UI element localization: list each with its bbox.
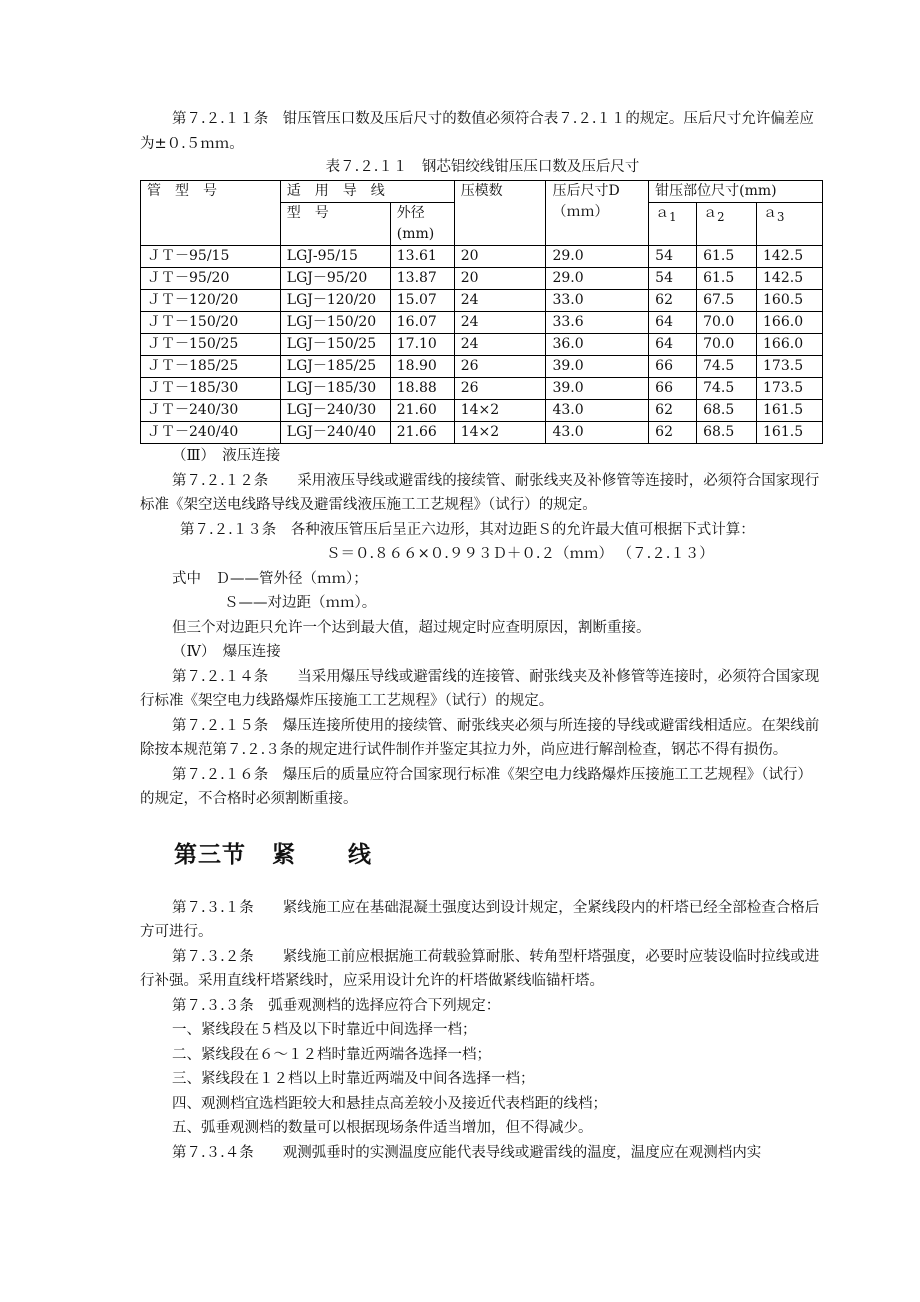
cell-size: 39.0 — [546, 356, 649, 378]
cell-dies: 26 — [454, 356, 546, 378]
cell-dies: 14×2 — [454, 422, 546, 444]
cell-a2: 68.5 — [697, 400, 757, 422]
cell-a2: 74.5 — [697, 356, 757, 378]
cell-conductor-dia: 17.10 — [390, 334, 454, 356]
heading-char-2: 线 — [348, 841, 372, 868]
cell-conductor-dia: 21.60 — [390, 400, 454, 422]
cell-size: 39.0 — [546, 378, 649, 400]
formula-where-s: Ｓ——对边距（ｍｍ）。 — [224, 595, 377, 611]
cell-conductor-dia: 18.90 — [390, 356, 454, 378]
cell-a1: 54 — [649, 268, 697, 290]
header-model: 管 型 号 — [141, 181, 281, 246]
table-row — [141, 400, 823, 422]
header-a3-sub: 3 — [777, 209, 785, 224]
cell-model: ＪＴ－240/40 — [141, 422, 281, 444]
cell-a2: 70.0 — [697, 334, 757, 356]
cell-dies: 24 — [454, 334, 546, 356]
cell-a2: 61.5 — [697, 246, 757, 268]
cell-model: ＪＴ－185/30 — [141, 378, 281, 400]
cell-model: ＪＴ－150/20 — [141, 312, 281, 334]
cell-a2: 67.5 — [697, 290, 757, 312]
cell-size: 43.0 — [546, 422, 649, 444]
table-row — [141, 422, 823, 444]
cell-conductor-type: LGJ－185/25 — [280, 356, 390, 378]
cell-dies: 26 — [454, 378, 546, 400]
header-a2-sub: 2 — [717, 209, 725, 224]
table-caption: 表７.２.１１ 钢芯铝绞线钳压压口数及压后尺寸 — [325, 159, 640, 175]
clause-7-2-12: 第７.２.１２条 采用液压导线或避雷线的接续管、耐张线夹及补修管等连接时，必须符合国家现行标准《架空送电线路导线及避雷线液压施工工艺规程》（试行）的规定。 — [140, 472, 820, 513]
cell-a2: 68.5 — [697, 422, 757, 444]
clause-7-2-15: 第７.２.１５条 爆压连接所使用的接续管、耐张线夹必须与所连接的导线或避雷线相适应。在架线前除按本规范第７.２.３条的规定进行试件制作并鉴定其拉力外，尚应进行解剖检查，钢芯不得有损伤。 — [140, 717, 820, 758]
header-size: 压后尺寸D（ｍｍ） — [546, 181, 649, 246]
cell-model: ＪＴ－95/15 — [141, 246, 281, 268]
cell-size: 33.0 — [546, 290, 649, 312]
cell-conductor-type: LGJ－120/20 — [280, 290, 390, 312]
heading-prefix: 第三节 — [174, 841, 246, 868]
table-row — [141, 378, 823, 400]
table-row — [141, 268, 823, 290]
cell-a3: 142.5 — [757, 268, 823, 290]
cell-conductor-dia: 18.88 — [390, 378, 454, 400]
cell-model: ＪＴ－185/25 — [141, 356, 281, 378]
section-explosive-title: （Ⅳ） 爆压连接 — [172, 644, 281, 660]
cell-conductor-dia: 13.61 — [390, 246, 454, 268]
cell-model: ＪＴ－95/20 — [141, 268, 281, 290]
header-a1-letter: ａ — [655, 205, 670, 221]
formula-line — [140, 542, 825, 567]
cell-a1: 64 — [649, 334, 697, 356]
table-header-row — [141, 181, 823, 203]
list-item: 五、弧垂观测档的数量可以根据现场条件适当增加，但不得减少。 — [172, 1120, 593, 1136]
cell-a1: 54 — [649, 246, 697, 268]
cell-conductor-dia: 13.87 — [390, 268, 454, 290]
cell-a3: 173.5 — [757, 378, 823, 400]
clause-7-2-14: 第７.２.１４条 当采用爆压导线或避雷线的连接管、耐张线夹及补修管等连接时，必须符合国家现行标准《架空电力线路爆炸压接施工工艺规程》（试行）的规定。 — [140, 668, 820, 709]
cell-conductor-type: LGJ－240/30 — [280, 400, 390, 422]
cell-conductor-dia: 15.07 — [390, 290, 454, 312]
cell-model: ＪＴ－120/20 — [141, 290, 281, 312]
cell-dies: 14×2 — [454, 400, 546, 422]
cell-a3: 161.5 — [757, 400, 823, 422]
cell-a3: 166.0 — [757, 334, 823, 356]
header-conductor-type: 型 号 — [280, 203, 390, 246]
cell-a1: 66 — [649, 378, 697, 400]
cell-conductor-type: LGJ－240/40 — [280, 422, 390, 444]
clause-7-2-11: 第７.２.１１条 钳压管压口数及压后尺寸的数值必须符合表７.２.１１的规定。压后尺寸允许偏差应为±０.５ｍｍ。 — [140, 111, 814, 152]
clause-7-3-1: 第７.３.１条 紧线施工应在基础混凝土强度达到设计规定，全紧线段内的杆塔已经全部检查合格后方可进行。 — [140, 899, 820, 940]
list-item: 三、紧线段在１２档以上时靠近两端及中间各选择一档； — [172, 1071, 535, 1087]
table-row — [141, 356, 823, 378]
cell-a1: 62 — [649, 422, 697, 444]
section-hydraulic-title: （Ⅲ） 液压连接 — [172, 448, 281, 464]
header-dies: 压模数 — [454, 181, 546, 246]
header-a1-sub: 1 — [669, 209, 677, 224]
clause-7-2-16: 第７.２.１６条 爆压后的质量应符合国家现行标准《架空电力线路爆炸压接施工工艺规程》（试行）的规定，不合格时必须割断重接。 — [140, 766, 812, 807]
table-row — [141, 312, 823, 334]
cell-dies: 20 — [454, 246, 546, 268]
cell-size: 29.0 — [546, 246, 649, 268]
cell-a3: 142.5 — [757, 246, 823, 268]
cell-conductor-type: LGJ－185/30 — [280, 378, 390, 400]
cell-size: 29.0 — [546, 268, 649, 290]
crimp-spec-table — [140, 180, 823, 444]
cell-model: ＪＴ－240/30 — [141, 400, 281, 422]
cell-conductor-dia: 21.66 — [390, 422, 454, 444]
cell-conductor-dia: 16.07 — [390, 312, 454, 334]
cell-dies: 24 — [454, 290, 546, 312]
header-conductor-dia: 外径(mm) — [390, 203, 454, 246]
header-position: 钳压部位尺寸(mm) — [649, 181, 823, 203]
cell-a3: 173.5 — [757, 356, 823, 378]
list-item: 二、紧线段在６～１２档时靠近两端各选择一档； — [172, 1046, 491, 1063]
cell-size: 43.0 — [546, 400, 649, 422]
cell-dies: 24 — [454, 312, 546, 334]
header-a1 — [649, 203, 697, 246]
cell-model: ＪＴ－150/25 — [141, 334, 281, 356]
cell-a3: 161.5 — [757, 422, 823, 444]
section-heading — [174, 840, 825, 870]
cell-conductor-type: LGJ－150/25 — [280, 334, 390, 356]
cell-a2: 61.5 — [697, 268, 757, 290]
cell-conductor-type: LGJ-95/15 — [280, 246, 390, 268]
cell-a1: 62 — [649, 400, 697, 422]
cell-a1: 62 — [649, 290, 697, 312]
document-content — [140, 107, 825, 1165]
cell-size: 36.0 — [546, 334, 649, 356]
list-item: 一、紧线段在５档及以下时靠近中间选择一档； — [172, 1022, 477, 1038]
heading-char-1: 紧 — [272, 841, 296, 868]
formula: Ｓ＝０.８６６×０.９９３Ｄ＋０.２（ｍｍ） — [326, 546, 613, 562]
cell-conductor-type: LGJ－95/20 — [280, 268, 390, 290]
table-row — [141, 246, 823, 268]
formula-where-d: 式中 Ｄ——管外径（ｍｍ）； — [172, 570, 368, 587]
header-conductor: 适 用 导 线 — [280, 181, 454, 203]
clause-7-3-3: 第７.３.３条 弧垂观测档的选择应符合下列规定： — [172, 997, 501, 1014]
clause-7-3-2: 第７.３.２条 紧线施工前应根据施工荷载验算耐胀、转角型杆塔强度，必要时应装设临时拉线或进行补强。采用直线杆塔紧线时，应采用设计允许的杆塔做紧线临锚杆塔。 — [140, 948, 820, 989]
table-body — [141, 246, 823, 444]
cell-size: 33.6 — [546, 312, 649, 334]
formula-number: （７.２.１３） — [617, 546, 714, 562]
header-a2-letter: ａ — [703, 205, 718, 221]
cell-a2: 70.0 — [697, 312, 757, 334]
cell-dies: 20 — [454, 268, 546, 290]
clause-7-2-13: 第７.２.１３条 各种液压管压后呈正六边形，其对边距Ｓ的允许最大值可根据下式计算： — [180, 521, 755, 538]
header-a3-letter: ａ — [763, 205, 778, 221]
header-a2 — [697, 203, 757, 246]
cell-a3: 166.0 — [757, 312, 823, 334]
clause-7-3-4: 第７.３.４条 观测弧垂时的实测温度应能代表导线或避雷线的温度，温度应在观测档内实 — [172, 1144, 762, 1161]
cell-a1: 64 — [649, 312, 697, 334]
cell-a3: 160.5 — [757, 290, 823, 312]
formula-note: 但三个对边距只允许一个达到最大值，超过规定时应查明原因，割断重接。 — [172, 619, 651, 636]
list-item: 四、观测档宜选档距较大和悬挂点高差较小及接近代表档距的线档； — [172, 1095, 607, 1112]
table-row — [141, 290, 823, 312]
cell-a1: 66 — [649, 356, 697, 378]
cell-conductor-type: LGJ－150/20 — [280, 312, 390, 334]
header-a3 — [757, 203, 823, 246]
cell-a2: 74.5 — [697, 378, 757, 400]
table-row — [141, 334, 823, 356]
